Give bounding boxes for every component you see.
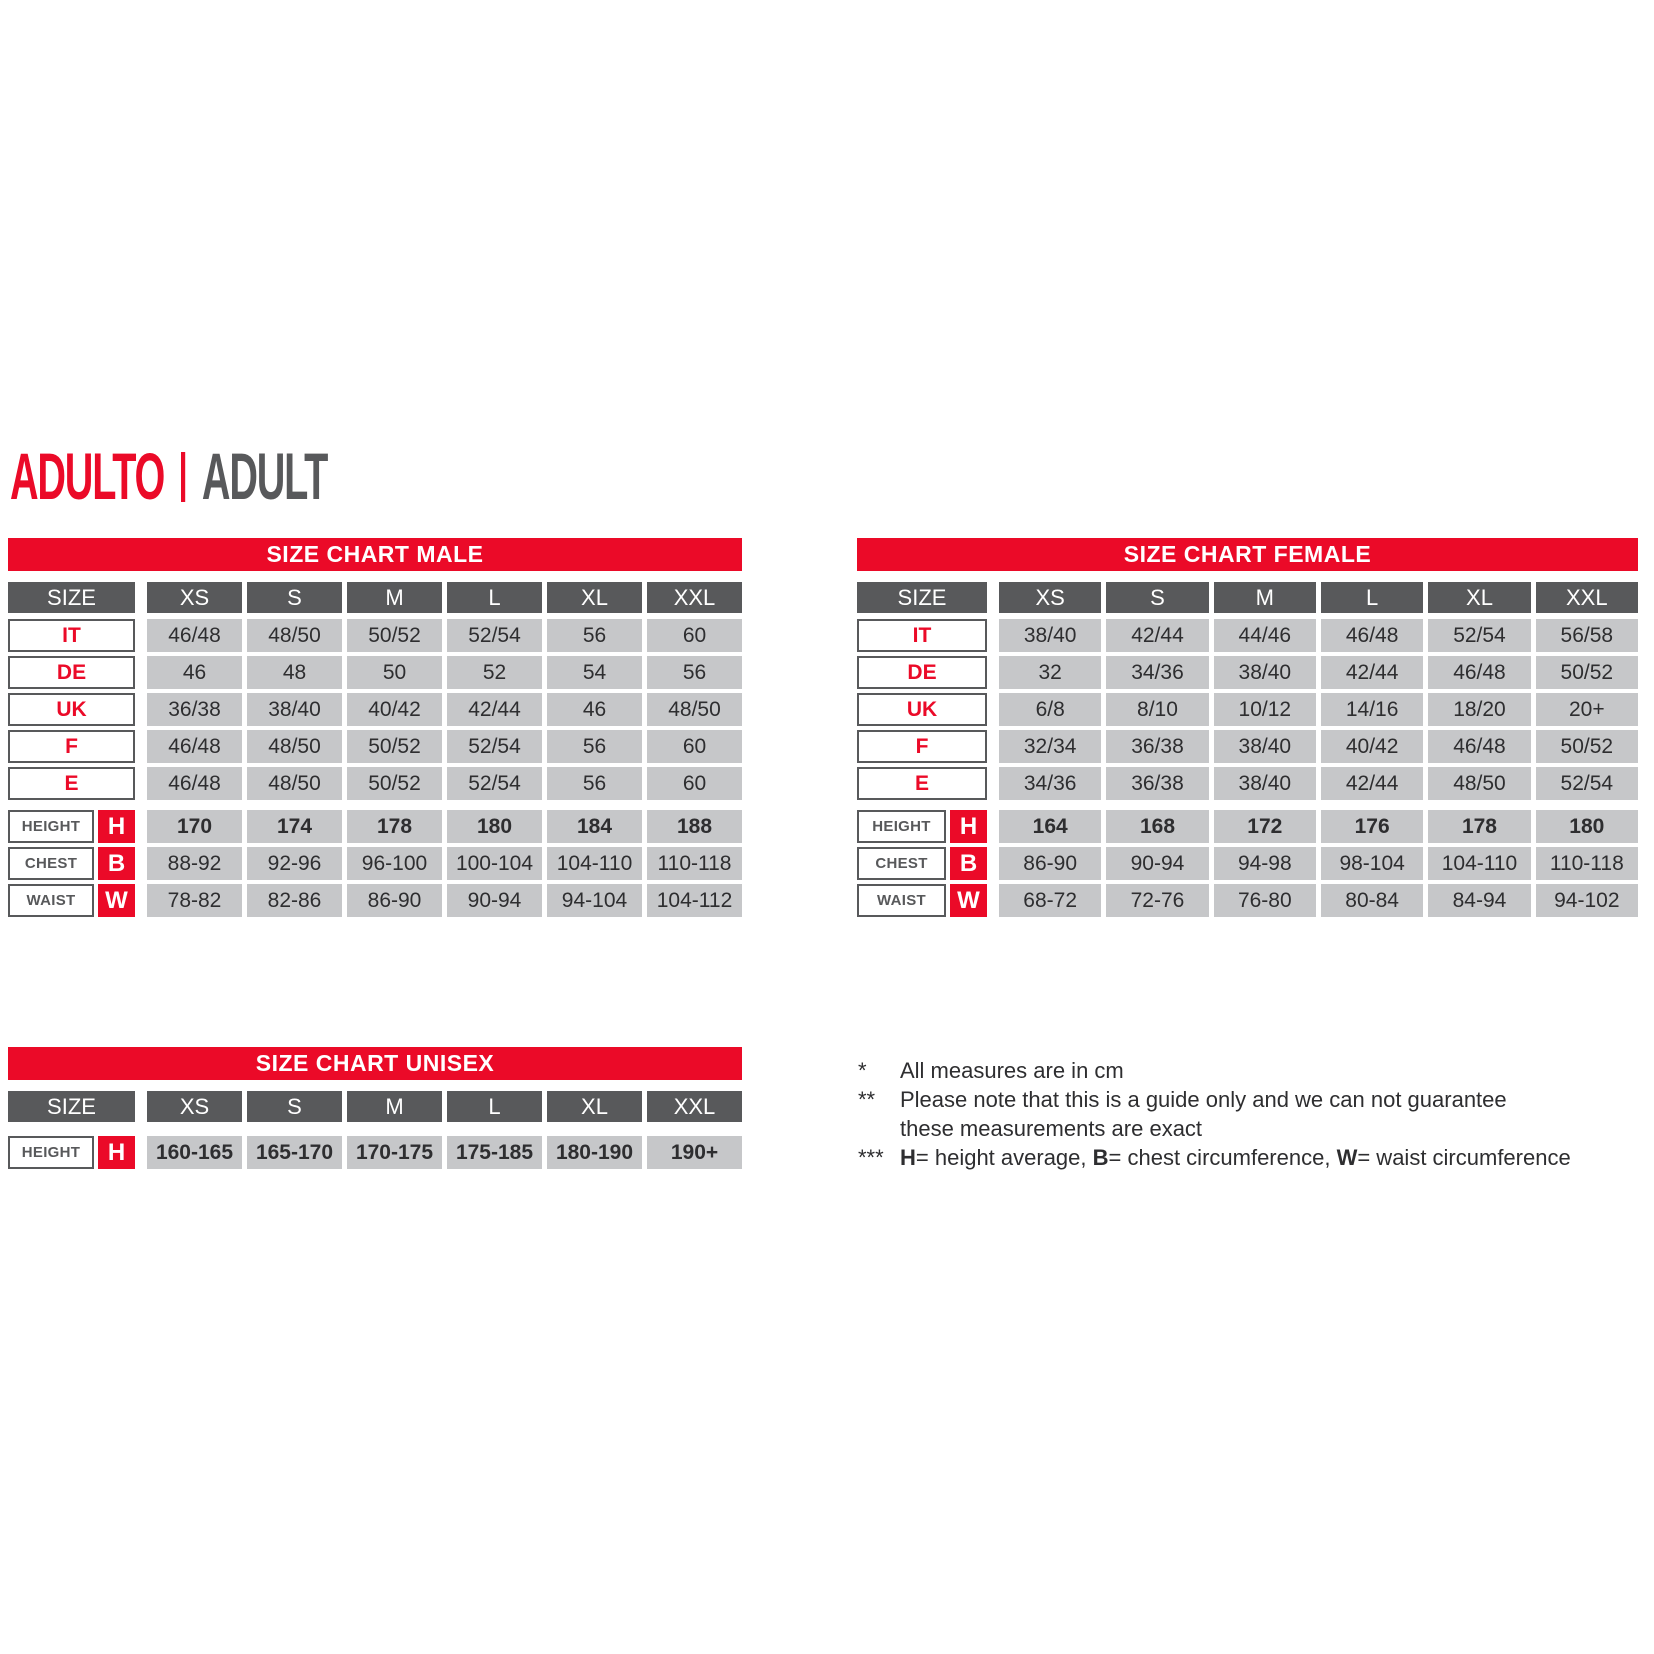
data-cell: 52/54 bbox=[1536, 767, 1638, 800]
data-cell: 92-96 bbox=[247, 847, 342, 880]
data-cell: 165-170 bbox=[247, 1136, 342, 1169]
data-cell: 175-185 bbox=[447, 1136, 542, 1169]
data-cell: 48 bbox=[247, 656, 342, 689]
data-cell: 46/48 bbox=[1428, 730, 1530, 763]
data-cell: 48/50 bbox=[247, 730, 342, 763]
footnote-text bbox=[900, 1143, 1648, 1172]
data-cell: 56/58 bbox=[1536, 619, 1638, 652]
column-header-cell: S bbox=[1106, 582, 1208, 613]
data-cell: 46/48 bbox=[147, 619, 242, 652]
data-cell: 38/40 bbox=[999, 619, 1101, 652]
column-header-cell: S bbox=[247, 1091, 342, 1122]
footnote bbox=[858, 1085, 1648, 1143]
column-header-cell: XXL bbox=[647, 582, 742, 613]
footnote-line bbox=[900, 1085, 1648, 1114]
size-row bbox=[8, 693, 742, 726]
footnote-segment: H bbox=[900, 1145, 916, 1170]
data-cell: 104-110 bbox=[547, 847, 642, 880]
measure-label-group bbox=[857, 884, 987, 917]
measure-letter-badge: B bbox=[98, 847, 135, 880]
data-cell: 188 bbox=[647, 810, 742, 843]
data-cell: 48/50 bbox=[1428, 767, 1530, 800]
data-cell: 38/40 bbox=[1214, 767, 1316, 800]
column-header-cell: XXL bbox=[647, 1091, 742, 1122]
data-cell: 52/54 bbox=[1428, 619, 1530, 652]
data-cell: 48/50 bbox=[247, 767, 342, 800]
row-label: IT bbox=[857, 619, 987, 652]
data-cell: 168 bbox=[1106, 810, 1208, 843]
data-cell: 48/50 bbox=[247, 619, 342, 652]
measure-label-group bbox=[8, 884, 135, 917]
data-cell: 88-92 bbox=[147, 847, 242, 880]
footnote bbox=[858, 1143, 1648, 1172]
data-cell: 8/10 bbox=[1106, 693, 1208, 726]
page-title-secondary: ADULT bbox=[201, 439, 328, 513]
column-header-cell: L bbox=[447, 1091, 542, 1122]
column-header-cell: S bbox=[247, 582, 342, 613]
data-cell: 164 bbox=[999, 810, 1101, 843]
data-cell: 94-98 bbox=[1214, 847, 1316, 880]
data-cell: 36/38 bbox=[147, 693, 242, 726]
data-cell: 52/54 bbox=[447, 619, 542, 652]
measure-label: CHEST bbox=[8, 847, 94, 880]
data-cell: 48/50 bbox=[647, 693, 742, 726]
column-header-cell: L bbox=[447, 582, 542, 613]
data-cell: 52 bbox=[447, 656, 542, 689]
data-cell: 160-165 bbox=[147, 1136, 242, 1169]
footnote-segment: W bbox=[1336, 1145, 1358, 1170]
size-row bbox=[857, 767, 1638, 800]
data-cell: 110-118 bbox=[647, 847, 742, 880]
size-row bbox=[8, 767, 742, 800]
measure-label: HEIGHT bbox=[857, 810, 946, 843]
size-chart-female-table bbox=[857, 538, 1638, 921]
table-header-row bbox=[8, 582, 742, 613]
row-label: UK bbox=[8, 693, 135, 726]
footnote-segment: = height average, bbox=[915, 1145, 1093, 1170]
data-cell: 178 bbox=[347, 810, 442, 843]
measure-row bbox=[8, 1136, 742, 1169]
row-label: UK bbox=[857, 693, 987, 726]
measure-row bbox=[8, 847, 742, 880]
data-cell: 110-118 bbox=[1536, 847, 1638, 880]
data-cell: 40/42 bbox=[1321, 730, 1423, 763]
table-title-bar: SIZE CHART FEMALE bbox=[857, 538, 1638, 571]
data-cell: 104-112 bbox=[647, 884, 742, 917]
size-header-cell: SIZE bbox=[8, 1091, 135, 1122]
column-header-cell: XS bbox=[147, 582, 242, 613]
data-cell: 60 bbox=[647, 767, 742, 800]
data-cell: 180 bbox=[447, 810, 542, 843]
size-chart-unisex-table bbox=[8, 1047, 742, 1173]
footnote-marker: ** bbox=[858, 1087, 876, 1112]
data-cell: 18/20 bbox=[1428, 693, 1530, 726]
data-cell: 56 bbox=[547, 730, 642, 763]
measure-row bbox=[8, 884, 742, 917]
column-header-cell: M bbox=[347, 1091, 442, 1122]
size-row bbox=[857, 730, 1638, 763]
data-cell: 50/52 bbox=[347, 767, 442, 800]
data-cell: 32/34 bbox=[999, 730, 1101, 763]
data-cell: 38/40 bbox=[1214, 656, 1316, 689]
footnote-text bbox=[900, 1085, 1648, 1143]
data-cell: 104-110 bbox=[1428, 847, 1530, 880]
data-cell: 42/44 bbox=[447, 693, 542, 726]
row-label: E bbox=[857, 767, 987, 800]
data-cell: 46/48 bbox=[147, 730, 242, 763]
data-cell: 56 bbox=[547, 767, 642, 800]
size-row bbox=[8, 656, 742, 689]
data-cell: 32 bbox=[999, 656, 1101, 689]
data-cell: 54 bbox=[547, 656, 642, 689]
data-cell: 46 bbox=[547, 693, 642, 726]
measure-letter-badge: B bbox=[950, 847, 987, 880]
row-label: DE bbox=[8, 656, 135, 689]
footnote-line bbox=[900, 1143, 1648, 1172]
measure-letter-badge: H bbox=[98, 1136, 135, 1169]
data-cell: 78-82 bbox=[147, 884, 242, 917]
data-cell: 10/12 bbox=[1214, 693, 1316, 726]
size-header-cell: SIZE bbox=[857, 582, 987, 613]
column-header-cell: L bbox=[1321, 582, 1423, 613]
data-cell: 52/54 bbox=[447, 767, 542, 800]
data-cell: 40/42 bbox=[347, 693, 442, 726]
title-separator-bar bbox=[181, 452, 185, 502]
measure-letter-badge: W bbox=[98, 884, 135, 917]
data-cell: 68-72 bbox=[999, 884, 1101, 917]
data-cell: 60 bbox=[647, 730, 742, 763]
page-title-primary: ADULTO bbox=[10, 439, 165, 513]
footnote-text bbox=[900, 1056, 1648, 1085]
size-row bbox=[8, 619, 742, 652]
footnote-segment: B bbox=[1092, 1145, 1109, 1170]
data-cell: 34/36 bbox=[999, 767, 1101, 800]
data-cell: 100-104 bbox=[447, 847, 542, 880]
footnote-line bbox=[900, 1056, 1648, 1085]
measure-row bbox=[8, 810, 742, 843]
footnote-line bbox=[900, 1114, 1648, 1143]
data-cell: 42/44 bbox=[1106, 619, 1208, 652]
data-cell: 14/16 bbox=[1321, 693, 1423, 726]
data-cell: 50 bbox=[347, 656, 442, 689]
data-cell: 170 bbox=[147, 810, 242, 843]
footnote bbox=[858, 1056, 1648, 1085]
data-cell: 56 bbox=[647, 656, 742, 689]
data-cell: 50/52 bbox=[347, 730, 442, 763]
footnote-segment: Please note that this is a guide only and we can not guarantee bbox=[900, 1087, 1507, 1112]
data-cell: 50/52 bbox=[1536, 730, 1638, 763]
data-cell: 46/48 bbox=[147, 767, 242, 800]
data-cell: 36/38 bbox=[1106, 767, 1208, 800]
table-title-bar: SIZE CHART UNISEX bbox=[8, 1047, 742, 1080]
data-cell: 80-84 bbox=[1321, 884, 1423, 917]
data-cell: 52/54 bbox=[447, 730, 542, 763]
measure-row bbox=[857, 884, 1638, 917]
data-cell: 72-76 bbox=[1106, 884, 1208, 917]
column-header-cell: XL bbox=[1428, 582, 1530, 613]
measure-label-group bbox=[8, 810, 135, 843]
data-cell: 46 bbox=[147, 656, 242, 689]
size-row bbox=[8, 730, 742, 763]
data-cell: 84-94 bbox=[1428, 884, 1530, 917]
data-cell: 60 bbox=[647, 619, 742, 652]
measure-row bbox=[857, 847, 1638, 880]
row-label: F bbox=[857, 730, 987, 763]
row-label: E bbox=[8, 767, 135, 800]
size-chart-male-table bbox=[8, 538, 742, 921]
measure-label-group bbox=[857, 847, 987, 880]
data-cell: 38/40 bbox=[1214, 730, 1316, 763]
data-cell: 34/36 bbox=[1106, 656, 1208, 689]
measure-label-group bbox=[857, 810, 987, 843]
footnote-segment: these measurements are exact bbox=[900, 1116, 1203, 1141]
data-cell: 6/8 bbox=[999, 693, 1101, 726]
data-cell: 44/46 bbox=[1214, 619, 1316, 652]
data-cell: 82-86 bbox=[247, 884, 342, 917]
data-cell: 180 bbox=[1536, 810, 1638, 843]
row-label: DE bbox=[857, 656, 987, 689]
footnote-segment: = waist circumference bbox=[1357, 1145, 1571, 1170]
column-header-cell: XL bbox=[547, 582, 642, 613]
measure-label-group bbox=[8, 847, 135, 880]
measure-label: WAIST bbox=[857, 884, 946, 917]
footnote-marker: *** bbox=[858, 1145, 884, 1170]
data-cell: 36/38 bbox=[1106, 730, 1208, 763]
data-cell: 86-90 bbox=[347, 884, 442, 917]
size-row bbox=[857, 656, 1638, 689]
table-header-row bbox=[857, 582, 1638, 613]
row-label: F bbox=[8, 730, 135, 763]
measure-letter-badge: H bbox=[98, 810, 135, 843]
footnote-segment: = chest circumference, bbox=[1108, 1145, 1337, 1170]
data-cell: 94-104 bbox=[547, 884, 642, 917]
data-cell: 172 bbox=[1214, 810, 1316, 843]
column-header-cell: XS bbox=[999, 582, 1101, 613]
data-cell: 20+ bbox=[1536, 693, 1638, 726]
data-cell: 90-94 bbox=[447, 884, 542, 917]
measure-label: CHEST bbox=[857, 847, 946, 880]
footnote-segment: All measures are in cm bbox=[900, 1058, 1124, 1083]
data-cell: 42/44 bbox=[1321, 656, 1423, 689]
column-header-cell: M bbox=[347, 582, 442, 613]
data-cell: 180-190 bbox=[547, 1136, 642, 1169]
size-row bbox=[857, 693, 1638, 726]
column-header-cell: XS bbox=[147, 1091, 242, 1122]
data-cell: 76-80 bbox=[1214, 884, 1316, 917]
measure-label-group bbox=[8, 1136, 135, 1169]
measure-row bbox=[857, 810, 1638, 843]
data-cell: 178 bbox=[1428, 810, 1530, 843]
data-cell: 184 bbox=[547, 810, 642, 843]
measure-label: HEIGHT bbox=[8, 810, 94, 843]
data-cell: 98-104 bbox=[1321, 847, 1423, 880]
measure-label: WAIST bbox=[8, 884, 94, 917]
table-header-row bbox=[8, 1091, 742, 1122]
data-cell: 94-102 bbox=[1536, 884, 1638, 917]
data-cell: 38/40 bbox=[247, 693, 342, 726]
size-header-cell: SIZE bbox=[8, 582, 135, 613]
row-label: IT bbox=[8, 619, 135, 652]
size-row bbox=[857, 619, 1638, 652]
measure-letter-badge: W bbox=[950, 884, 987, 917]
table-title-bar: SIZE CHART MALE bbox=[8, 538, 742, 571]
column-header-cell: M bbox=[1214, 582, 1316, 613]
data-cell: 50/52 bbox=[1536, 656, 1638, 689]
data-cell: 190+ bbox=[647, 1136, 742, 1169]
data-cell: 176 bbox=[1321, 810, 1423, 843]
data-cell: 86-90 bbox=[999, 847, 1101, 880]
data-cell: 42/44 bbox=[1321, 767, 1423, 800]
page-title bbox=[10, 439, 328, 513]
data-cell: 96-100 bbox=[347, 847, 442, 880]
data-cell: 170-175 bbox=[347, 1136, 442, 1169]
data-cell: 56 bbox=[547, 619, 642, 652]
data-cell: 46/48 bbox=[1321, 619, 1423, 652]
column-header-cell: XXL bbox=[1536, 582, 1638, 613]
measure-label: HEIGHT bbox=[8, 1136, 94, 1169]
column-header-cell: XL bbox=[547, 1091, 642, 1122]
footnotes bbox=[858, 1056, 1648, 1172]
footnote-marker: * bbox=[858, 1058, 867, 1083]
data-cell: 46/48 bbox=[1428, 656, 1530, 689]
data-cell: 50/52 bbox=[347, 619, 442, 652]
data-cell: 174 bbox=[247, 810, 342, 843]
measure-letter-badge: H bbox=[950, 810, 987, 843]
data-cell: 90-94 bbox=[1106, 847, 1208, 880]
